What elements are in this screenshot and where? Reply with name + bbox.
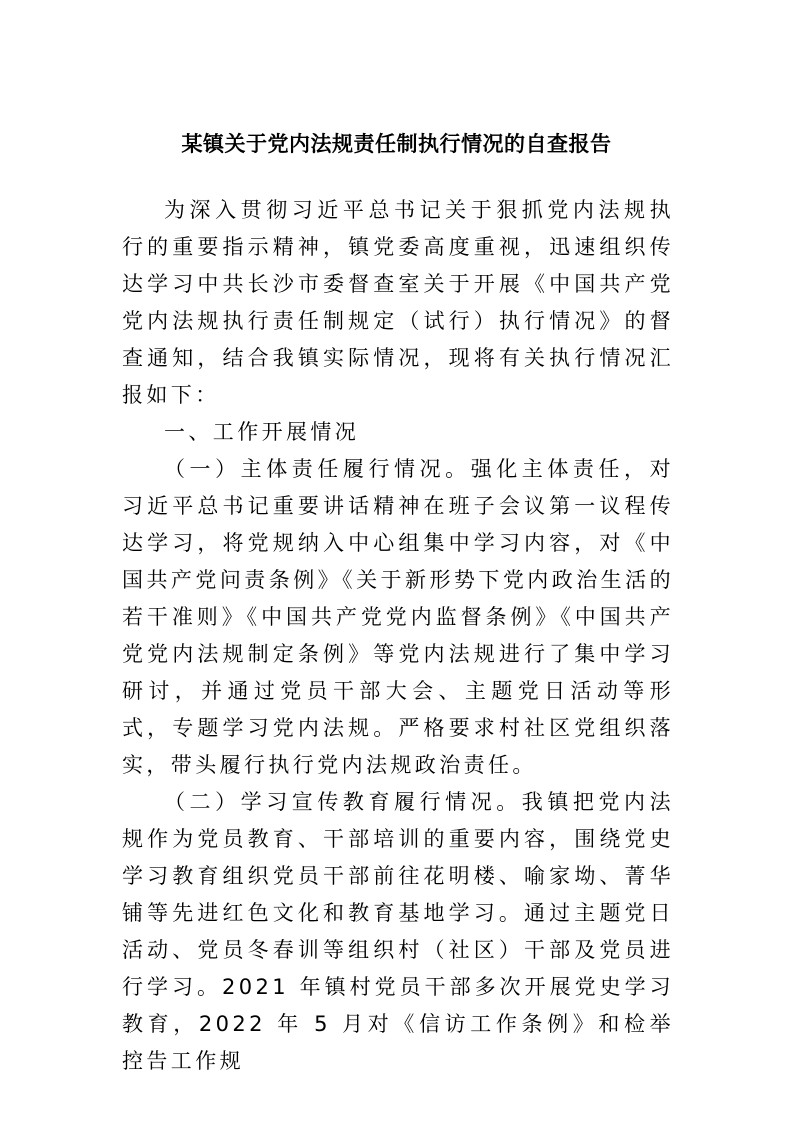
paragraph-education: （二）学习宣传教育履行情况。我镇把党内法规作为党员教育、干部培训的重要内容，围绕党史学习教育组织党员干部前往花明楼、喻家坳、菁华铺等先进红色文化和教育基地学习。通过主题党日活动、党员冬春训等组织村（社区）干部及党员进行学习。2021 年镇村党员干部多次开展党史学习教育，2022 年 5 月对《信访工作条例》和检举控告工作规 <box>122 790 674 1073</box>
document-title: 某镇关于党内法规责任制执行情况的自查报告 <box>181 131 612 156</box>
document-body <box>122 192 674 1080</box>
intro-paragraph: 为深入贯彻习近平总书记关于狠抓党内法规执行的重要指示精神，镇党委高度重视，迅速组织传达学习中共长沙市委督查室关于开展《中国共产党党内法规执行责任制规定（试行）执行情况》的督查通知，结合我镇实际情况，现将有关执行情况汇报如下： <box>122 198 674 407</box>
section-heading: 一、工作开展情况 <box>164 420 360 444</box>
paragraph-main-responsibility: （一）主体责任履行情况。强化主体责任，对习近平总书记重要讲话精神在班子会议第一议程传达学习，将党规纳入中心组集中学习内容，对《中国共产党问责条例》《关于新形势下党内政治生活的若干准则》《中国共产党党内监督条例》《中国共产党党内法规制定条例》等党内法规进行了集中学习研讨，并通过党员干部大会、主题党日活动等形式，专题学习党内法规。严格要求村社区党组织落实，带头履行执行党内法规政治责任。 <box>122 457 674 777</box>
